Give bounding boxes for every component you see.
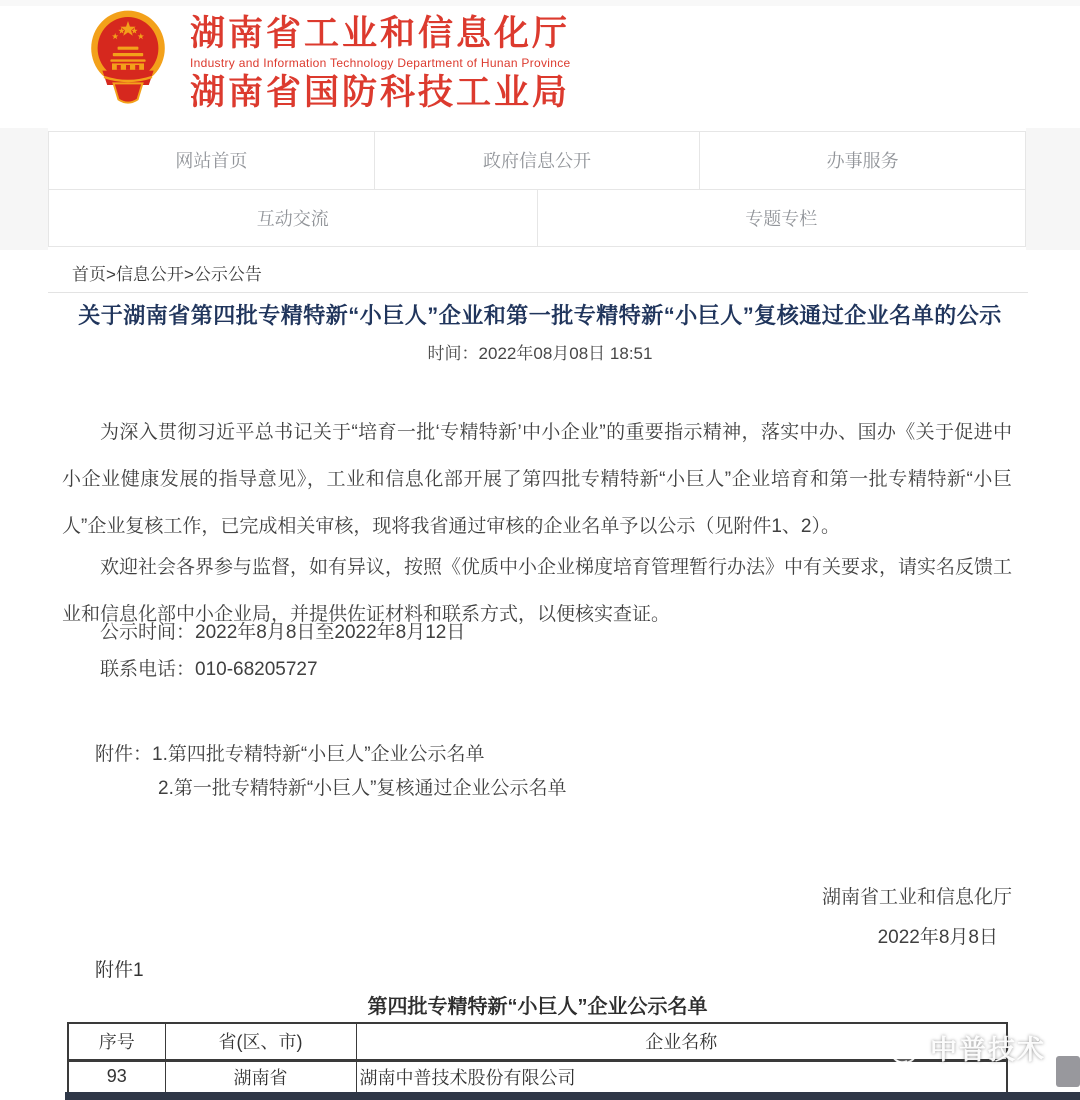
page-top-strip [0,0,1080,6]
breadcrumb-announcements[interactable]: 公示公告 [193,265,262,284]
cell-seq: 93 [68,1060,165,1093]
main-navigation [48,131,1026,247]
org-name-english: Industry and Information Technology Department of Hunan Province [190,56,571,70]
site-masthead [190,14,830,113]
col-header-province: 省(区、市) [165,1023,356,1060]
cell-company: 湖南中普技术股份有限公司 [356,1060,1007,1093]
attachments-label: 附件： [95,744,153,765]
annex-table [67,1022,1008,1094]
nav-item-home[interactable]: 网站首页 [175,151,248,172]
nav-row-2 [49,189,1025,247]
publicity-period: 公示时间：2022年8月8日至2022年8月12日 [100,622,466,643]
article-paragraph-2: 欢迎社会各界参与监督，如有异议，按照《优质中小企业梯度培育管理暂行办法》中有关要求，请实名反馈工业和信息化部中小企业局，并提供佐证材料和联系方式，以便核实查证。 [62,557,1013,625]
breadcrumb-home[interactable]: 首页 [72,265,106,284]
bottom-band [65,1092,1080,1100]
breadcrumb [72,260,262,285]
nav-row-1 [49,132,1025,189]
annex-table-title: 第四批专精特新“小巨人”企业公示名单 [367,996,708,1018]
national-emblem-icon [88,8,168,114]
page-title: 关于湖南省第四批专精特新“小巨人”企业和第一批专精特新“小巨人”复核通过企业名单的公示 [78,303,1002,328]
nav-item-interaction[interactable]: 互动交流 [256,208,329,229]
nav-item-services[interactable]: 办事服务 [699,132,1025,189]
breadcrumb-separator: > [106,265,116,284]
article-paragraph-1: 为深入贯彻习近平总书记关于“培育一批‘专精特新’中小企业”的重要指示精神，落实中办、国办《关于促进中小企业健康发展的指导意见》，工业和信息化部开展了第四批专精特新“小巨人”企业培育和第一批专精特新“小巨人”企业复核工作，已完成相关审核，现将我省通过审核的企业名单予以公示（见附件1、2）。 [62,422,1012,537]
attachment-item-1: 1.第四批专精特新“小巨人”企业公示名单 [152,744,485,765]
breadcrumb-info-disclosure[interactable]: 信息公开 [115,265,184,284]
breadcrumb-divider [48,292,1028,293]
scrollbar-thumb[interactable] [1056,1056,1080,1087]
zhongpu-logo-icon [884,1029,922,1067]
attachments-row [95,739,485,766]
table-header-row [68,1023,1007,1060]
annex-label: 附件1 [95,960,144,981]
watermark [884,1028,1046,1067]
publish-time: 时间：2022年08月08日 18:51 [427,344,653,363]
signature-date: 2022年8月8日 [877,927,998,948]
contact-phone: 联系电话：010-68205727 [100,659,318,680]
left-gutter [0,128,48,250]
right-gutter [1026,128,1080,250]
org-name-secondary: 湖南省国防科技工业局 [190,73,571,112]
watermark-text: 中普技术 [930,1035,1046,1065]
nav-item-special-topics[interactable]: 专题专栏 [537,190,1026,247]
cell-province: 湖南省 [165,1060,356,1093]
breadcrumb-separator: > [183,265,194,284]
col-header-seq: 序号 [68,1023,165,1060]
attachment-item-2: 2.第一批专精特新“小巨人”复核通过企业公示名单 [158,778,567,799]
org-name-primary: 湖南省工业和信息化厅 [190,14,571,53]
nav-item-gov-info[interactable]: 政府信息公开 [374,132,700,189]
signature-organization: 湖南省工业和信息化厅 [821,887,1012,908]
table-row [68,1060,1007,1093]
col-header-company: 企业名称 [356,1023,1007,1060]
